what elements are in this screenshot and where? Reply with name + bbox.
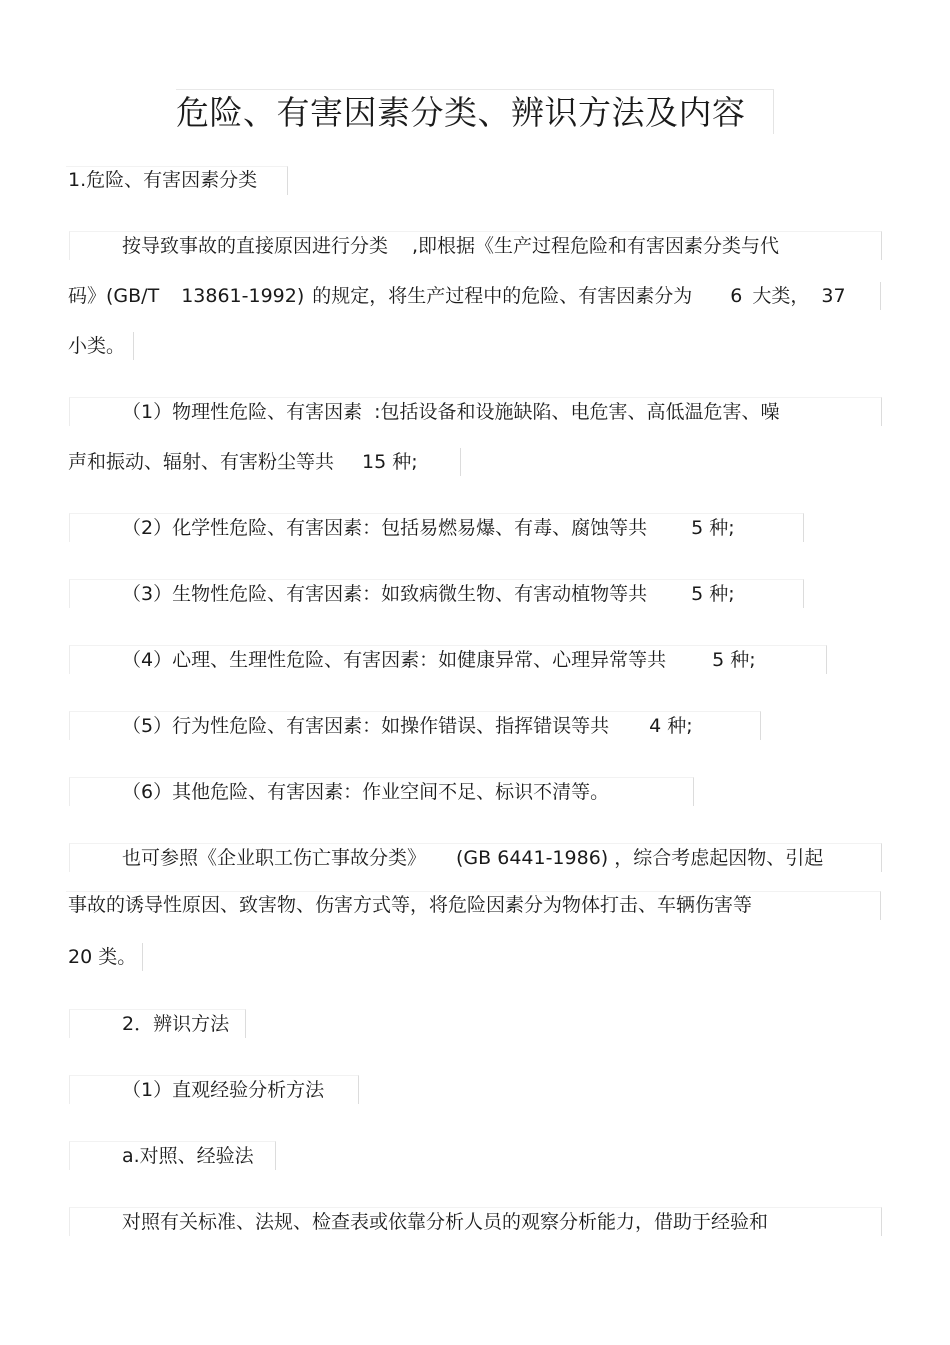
item2-text xyxy=(122,515,735,541)
intro-line2 xyxy=(68,283,846,309)
item4-text-a: （4）心理、生理性危险、有害因素：如健康异常、心理异常等共 xyxy=(122,649,667,671)
item1-line2-frame xyxy=(420,448,461,476)
intro-line2-a: 码》(GB/T xyxy=(68,285,160,307)
item6-text: （6）其他危险、有害因素：作业空间不足、标识不清等。 xyxy=(122,781,610,803)
intro-line2-frame xyxy=(840,282,881,310)
intro-line2-e: 大类， xyxy=(752,285,810,307)
item1-line2-a: 声和振动、辐射、有害粉尘等共 xyxy=(68,451,335,473)
section2-heading: 2．辨识方法 xyxy=(122,1013,230,1035)
alt-line2-frame xyxy=(66,891,881,920)
intro-line3-frame xyxy=(100,332,134,360)
intro-line2-d: 6 xyxy=(730,285,743,307)
page-title: 危险、有害因素分类、辨识方法及内容 xyxy=(176,93,746,132)
intro-line2-b: 13861-1992) xyxy=(181,285,305,307)
intro-line1-a: 按导致事故的直接原因进行分类 xyxy=(122,235,389,257)
intro-line1 xyxy=(122,233,779,259)
alt-line1-b: (GB 6441-1986) ，综合考虑起因物、引起 xyxy=(456,847,824,869)
intro-line1-b: ,即根据《生产过程危险和有害因素分类与代 xyxy=(412,235,780,257)
item5-text-a: （5）行为性危险、有害因素：如操作错误、指挥错误等共 xyxy=(122,715,610,737)
alt-line3-frame xyxy=(120,943,143,971)
item3-text-b: 5 种; xyxy=(691,583,735,605)
alt-line1 xyxy=(122,845,823,871)
sub1a-heading: a.对照、经验法 xyxy=(122,1145,254,1167)
intro-line2-c: 的规定，将生产过程中的危险、有害因素分为 xyxy=(312,285,693,307)
item2-text-a: （2）化学性危险、有害因素：包括易燃易爆、有毒、腐蚀等共 xyxy=(122,517,648,539)
item1-line1 xyxy=(122,399,780,425)
intro-line3: 小类。 xyxy=(68,335,126,357)
item4-text-b: 5 种; xyxy=(712,649,756,671)
item5-text xyxy=(122,713,693,739)
alt-line1-a: 也可参照《企业职工伤亡事故分类》 xyxy=(122,847,427,869)
item1-line1-a: （1）物理性危险、有害因素 xyxy=(122,401,363,423)
item5-text-b: 4 种; xyxy=(649,715,693,737)
item2-text-b: 5 种; xyxy=(691,517,735,539)
item1-line2-b: 15 种; xyxy=(362,451,418,473)
alt-line2: 事故的诱导性原因、致害物、伤害方式等，将危险因素分为物体打击、车辆伤害等 xyxy=(68,894,753,916)
section1-heading: 1.危险、有害因素分类 xyxy=(68,169,258,191)
alt-line3: 20 类。 xyxy=(68,946,137,968)
item3-text-a: （3）生物性危险、有害因素：如致病微生物、有害动植物等共 xyxy=(122,583,648,605)
sub1-heading: （1）直观经验分析方法 xyxy=(122,1079,325,1101)
item1-line1-b: :包括设备和设施缺陷、电危害、高低温危害、噪 xyxy=(374,401,780,423)
item4-text xyxy=(122,647,756,673)
item3-text xyxy=(122,581,735,607)
para1-line1: 对照有关标准、法规、检查表或依靠分析人员的观察分析能力，借助于经验和 xyxy=(122,1211,769,1233)
intro-line2-f: 37 xyxy=(821,285,846,307)
item1-line2 xyxy=(68,449,418,475)
